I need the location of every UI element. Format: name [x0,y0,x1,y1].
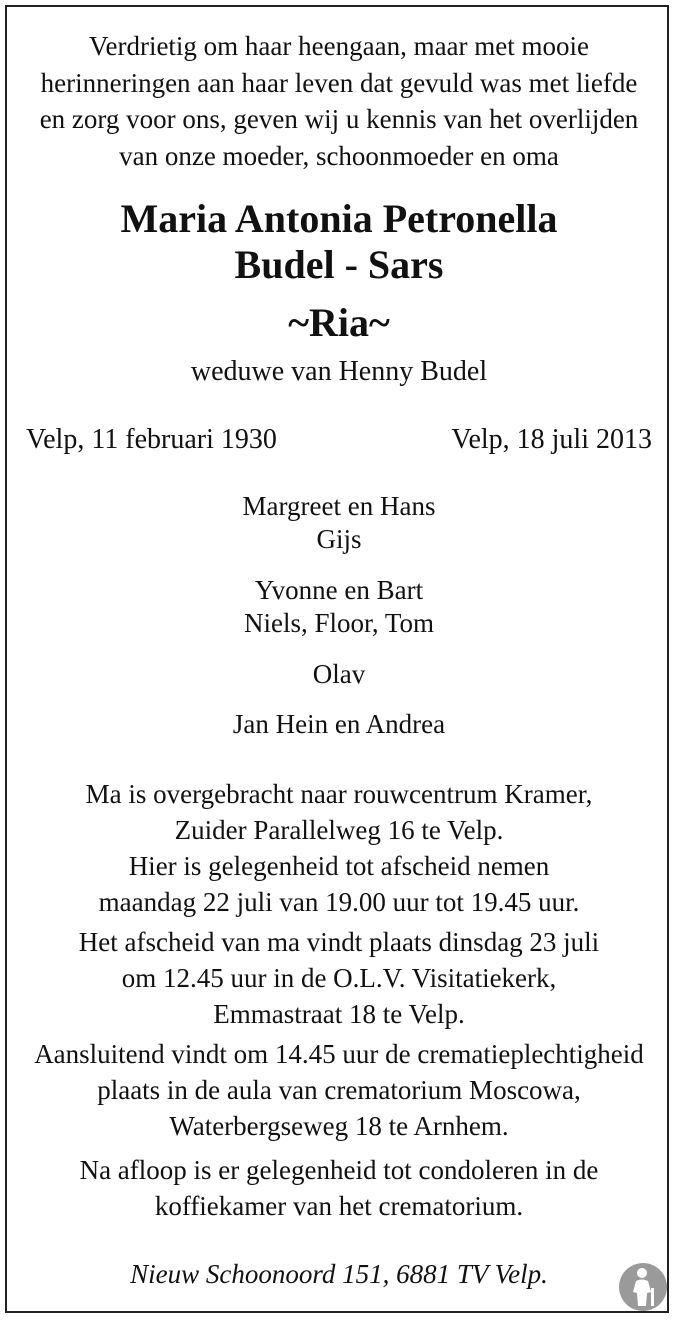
birth-date: Velp, 11 februari 1930 [26,424,277,455]
paragraph-line: maandag 22 juli van 19.00 uur tot 19.45 uur. [98,887,580,917]
death-date: Velp, 18 juli 2013 [451,424,652,455]
memorial-figure-icon [618,1262,668,1312]
paragraph-line: Ma is overgebracht naar rouwcentrum Kramer, [85,779,593,809]
widow-of: weduwe van Henny Budel [190,356,488,387]
condolence-paragraph [0,1152,678,1224]
paragraph-line: Het afscheid van ma vindt plaats dinsdag 23 juli [78,927,600,957]
nickname: ~Ria~ [288,300,390,345]
family-group [0,490,678,556]
deceased-name [0,196,678,288]
family-line: Olav [312,659,366,689]
viewing-paragraph [0,776,678,920]
cremation-paragraph [0,1036,678,1144]
paragraph-line: Emmastraat 18 te Velp. [213,999,465,1029]
family-group [0,708,678,741]
paragraph-line: Na afloop is er gelegenheid tot condoleren in de [79,1155,599,1185]
intro-line: en zorg voor ons, geven wij u kennis van het overlijden [39,104,639,134]
paragraph-line: plaats in de aula van crematorium Moscowa, [97,1075,581,1105]
paragraph-line: Waterbergseweg 18 te Arnhem. [169,1111,509,1141]
farewell-paragraph [0,924,678,1032]
intro-line: van onze moeder, schoonmoeder en oma [119,140,559,171]
intro-line: Verdrietig om haar heengaan, maar met mooie [88,31,590,61]
family-group [0,658,678,691]
paragraph-line: Hier is gelegenheid tot afscheid nemen [128,851,550,881]
intro-line: herinneringen aan haar leven dat gevuld was met liefde [40,67,638,98]
family-group [0,574,678,640]
family-line: Yvonne en Bart [254,575,424,605]
name-line: Maria Antonia Petronella [120,196,558,241]
paragraph-line: Zuider Parallelweg 16 te Velp. [174,815,504,845]
family-line: Gijs [316,524,362,554]
family-line: Margreet en Hans [242,491,436,521]
intro-text [0,28,678,174]
family-line: Jan Hein en Andrea [232,709,446,739]
paragraph-line: Aansluitend vindt om 14.45 uur de crematieplechtigheid [34,1039,644,1069]
paragraph-line: koffiekamer van het crematorium. [154,1191,524,1221]
family-line: Niels, Floor, Tom [243,608,435,638]
paragraph-line: om 12.45 uur in de O.L.V. Visitatiekerk, [121,963,557,993]
correspondence-address: Nieuw Schoonoord 151, 6881 TV Velp. [130,1259,548,1289]
name-line: Budel - Sars [234,242,444,287]
